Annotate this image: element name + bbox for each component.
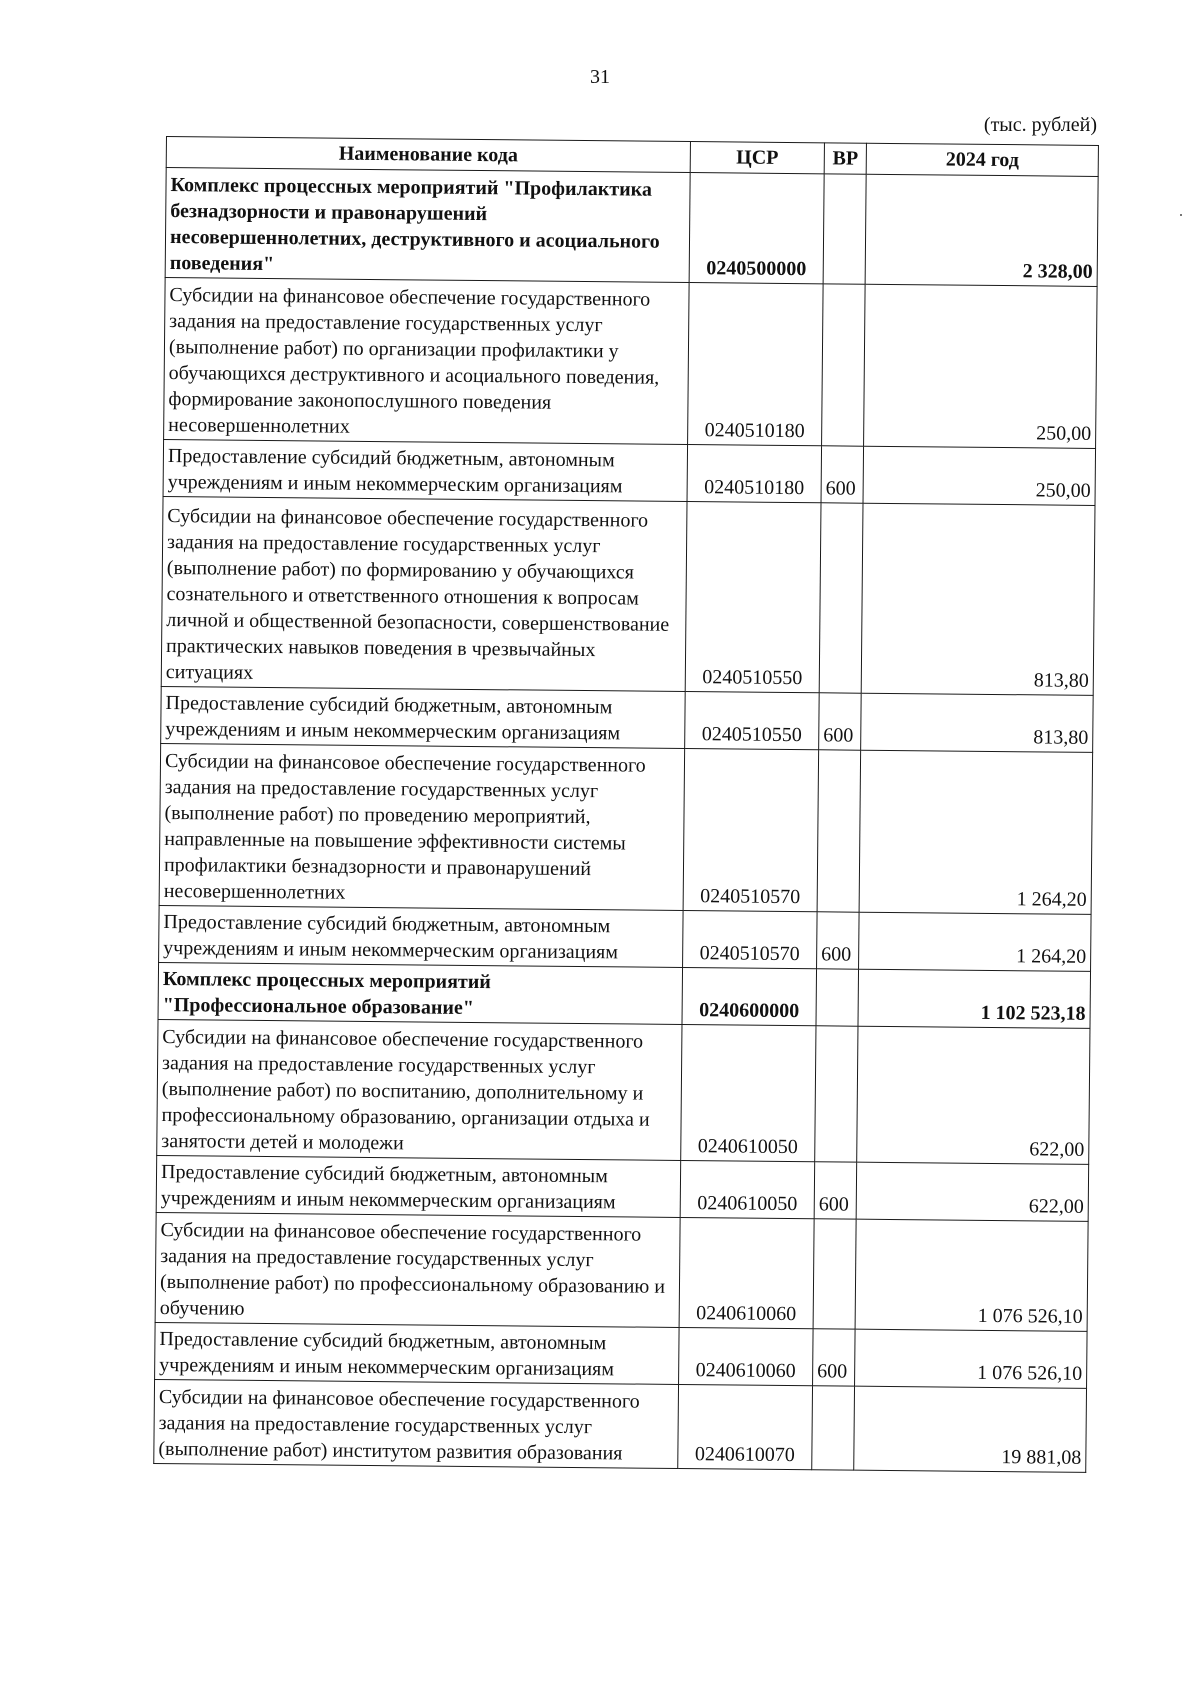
row-name: Предоставление субсидий бюджетным, автономным учреждениям и иным некоммерческим организациям: [161, 686, 686, 748]
row-vr: [815, 1026, 858, 1162]
row-name: Предоставление субсидий бюджетным, автономным учреждениям и иным некоммерческим организациям: [163, 439, 688, 501]
table-row: [164, 277, 1098, 448]
row-amount: 622,00: [856, 1162, 1089, 1221]
row-amount: 813,80: [861, 693, 1094, 752]
row-csr: 0240510570: [683, 749, 819, 912]
row-vr: [819, 503, 863, 693]
table-row: [159, 743, 1093, 914]
table-row: [163, 439, 1096, 505]
table-row: [156, 1155, 1089, 1221]
row-vr: [817, 750, 861, 912]
row-amount: 19 881,08: [854, 1386, 1087, 1472]
table-body: [154, 168, 1098, 1473]
row-amount: 1 264,20: [859, 912, 1092, 971]
table-row: [159, 905, 1092, 971]
row-vr: [816, 969, 859, 1026]
row-csr: 0240510570: [683, 910, 818, 968]
table-row: [161, 496, 1095, 695]
row-csr: 0240500000: [689, 173, 824, 284]
table-row: [154, 1379, 1087, 1472]
table-row: [165, 168, 1098, 287]
header-name: Наименование кода: [166, 137, 690, 173]
row-amount: 622,00: [857, 1026, 1090, 1164]
row-csr: 0240510550: [685, 502, 821, 693]
row-vr: [822, 284, 866, 446]
row-csr: 0240610050: [680, 1160, 815, 1218]
page-number: 31: [590, 66, 610, 88]
row-vr: [813, 1219, 856, 1329]
table-row: [158, 962, 1091, 1028]
row-vr: [823, 174, 866, 284]
row-amount: 813,80: [861, 503, 1095, 695]
row-name: Субсидии на финансовое обеспечение государственного задания на предоставление государственных услуг (выполнение работ) институтом развития образования: [154, 1379, 679, 1468]
row-vr: 600: [813, 1329, 856, 1386]
table-row: [161, 686, 1094, 752]
row-name: Предоставление субсидий бюджетным, автономным учреждениям и иным некоммерческим организациям: [156, 1155, 681, 1217]
row-amount: 1 264,20: [859, 750, 1093, 914]
scan-speck: [1180, 214, 1182, 216]
row-vr: 600: [821, 446, 864, 503]
row-amount: 250,00: [864, 284, 1098, 448]
row-csr: 0240600000: [682, 967, 817, 1025]
row-csr: 0240610060: [679, 1327, 814, 1385]
row-name: Предоставление субсидий бюджетным, автономным учреждениям и иным некоммерческим организациям: [159, 905, 684, 967]
row-csr: 0240510180: [687, 445, 822, 503]
row-amount: 250,00: [863, 446, 1096, 505]
row-csr: 0240510550: [685, 692, 820, 750]
row-vr: 600: [819, 693, 862, 750]
row-name: Субсидии на финансовое обеспечение государственного задания на предоставление государственных услуг (выполнение работ) по проведению мероприятий, направленные на повышение эффективности системы профилактики безнадзорности и правонарушений несовершеннолетних: [159, 743, 685, 910]
row-csr: 0240610070: [678, 1384, 813, 1469]
row-name: Предоставление субсидий бюджетным, автономным учреждениям и иным некоммерческим организациям: [155, 1322, 680, 1384]
table-row: [155, 1322, 1088, 1388]
row-vr: [812, 1386, 855, 1470]
table-row: [157, 1019, 1090, 1164]
row-amount: 1 076 526,10: [855, 1329, 1088, 1388]
table-row: [155, 1212, 1088, 1331]
units-label: (тыс. рублей): [983, 114, 1097, 136]
header-csr: ЦСР: [690, 142, 824, 174]
row-csr: 0240510180: [688, 283, 824, 446]
row-amount: 2 328,00: [865, 174, 1098, 286]
row-name: Субсидии на финансовое обеспечение государственного задания на предоставление государственных услуг (выполнение работ) по воспитанию, дополнительному и профессиональному образованию, организации отдыха и занятости детей и молодежи: [157, 1019, 682, 1160]
row-csr: 0240610050: [681, 1024, 816, 1161]
header-vr: ВР: [824, 143, 866, 174]
header-year: 2024 год: [866, 143, 1098, 176]
row-vr: 600: [817, 912, 860, 969]
budget-table: [153, 136, 1099, 1473]
row-csr: 0240610060: [679, 1217, 814, 1328]
row-name: Комплекс процессных мероприятий "Профессиональное образование": [158, 962, 683, 1024]
row-name: Субсидии на финансовое обеспечение государственного задания на предоставление государственных услуг (выполнение работ) по формированию у обучающихся сознательного и ответственного отношения к вопросам личной и общественной безопасности, совершенствование практических навыков поведения в чрезвычайных ситуациях: [161, 496, 687, 691]
row-name: Субсидии на финансовое обеспечение государственного задания на предоставление государственных услуг (выполнение работ) по профессиональному образованию и обучению: [155, 1212, 680, 1327]
row-vr: 600: [814, 1162, 857, 1219]
row-amount: 1 076 526,10: [855, 1219, 1088, 1331]
row-amount: 1 102 523,18: [858, 969, 1091, 1028]
row-name: Комплекс процессных мероприятий "Профилактика безнадзорности и правонарушений несовершеннолетних, деструктивного и асоциального поведения": [165, 168, 690, 283]
row-name: Субсидии на финансовое обеспечение государственного задания на предоставление государственных услуг (выполнение работ) по организации профилактики у обучающихся деструктивного и асоциального поведения, формирование законопослушного поведения несовершеннолетних: [164, 277, 690, 444]
